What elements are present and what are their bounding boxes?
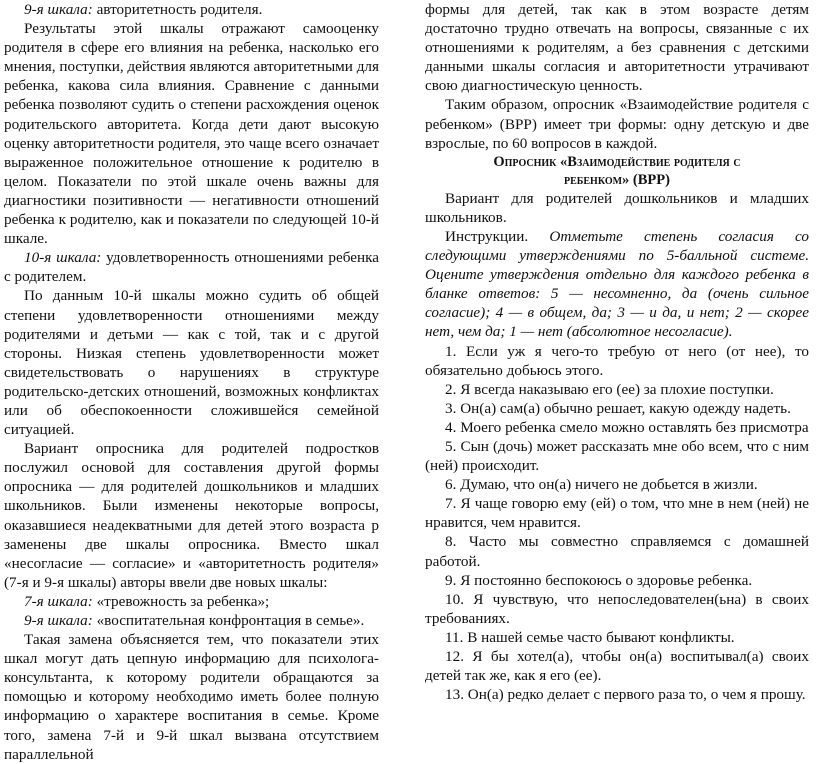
question-text: Часто мы совместно справляемся с домашней работой. xyxy=(425,533,809,570)
scale-10-text: удовлетворенность отношениями ребенка с родителем. xyxy=(4,249,379,286)
question-text: Я всегда наказываю его (ее) за плохие поступки. xyxy=(460,380,774,398)
scale-10-description: По данным 10-й шкалы можно судить об общей степени удовлетворенности отношениями между родителями и детьми — как с той, так и с другой стороны. Низкая степень удовлетворенности может свидетельствовать о нарушениях в структуре родительско-детских отношений, возможных конфликтах или об обеспокоенности сложившейся семейной ситуацией. xyxy=(4,287,379,439)
question-item xyxy=(425,685,809,704)
variant-paragraph: Вариант опросника для родителей подростков послужил основой для составления другой формы опросника — для родителей дошкольников и младших школьников. Были изменены некоторые вопросы, оказавшиеся неадекватными для детей этого возраста p заменены две шкалы опросника. Вместо шкал «несогласие — согласие» и «авторитетность родителя» (7-я и 9-я шкалы) авторы ввели две новых шкалы: xyxy=(4,440,379,591)
question-item xyxy=(425,380,809,399)
question-number: 5. xyxy=(445,437,461,455)
question-number: 13. xyxy=(445,686,468,704)
question-text: Я чаще говорю ему (ей) о том, что мне в нем (ней) не нравится, чем нравится. xyxy=(425,495,809,532)
question-item xyxy=(425,532,809,570)
question-list xyxy=(425,342,809,705)
question-text: Я постоянно беспокоюсь о здоровье ребенка. xyxy=(460,571,753,589)
scale-9-text: авторитетность родителя. xyxy=(92,1,263,18)
section-heading-line2: ребенком» (ВРР) xyxy=(564,171,670,188)
question-text: Он(а) редко делает с первого раза то, о чем я прошу. xyxy=(467,686,806,704)
question-text: Он(а) сам(а) обычно решает, какую одежду надеть. xyxy=(460,399,791,417)
forms-paragraph: Таким образом, опросник «Взаимодействие родителя с ребенком» (ВРР) имеет три формы: одну детскую и две взрослые, по 60 вопросов в каждой. xyxy=(425,96,809,152)
question-item xyxy=(425,628,809,647)
question-text: Сын (дочь) может рассказать мне обо всем, что с ним (ней) происходит. xyxy=(425,437,809,475)
question-item xyxy=(425,437,809,475)
question-number: 3. xyxy=(445,399,461,417)
question-text: Моего ребенка смело можно оставлять без присмотра xyxy=(460,418,809,436)
replacement-paragraph: Такая замена объясняется тем, что показатели этих шкал могут дать цепную информацию для психолога-консультанта, к которому родители обращаются за помощью и которому необходимо иметь более полную информацию о характере воспитания в семье. Кроме того, замена 7-й и 9-й шкал вызвана отсутствием параллельной xyxy=(4,631,379,763)
scale-10-line xyxy=(4,248,379,286)
right-column xyxy=(425,0,809,704)
question-number: 11. xyxy=(445,628,468,646)
variant-line: Вариант для родителей дошкольников и младших школьников. xyxy=(425,189,809,226)
scale-9-new-label: 9-я шкала: xyxy=(24,612,93,629)
question-number: 2. xyxy=(445,380,461,398)
question-number: 1. xyxy=(445,342,466,360)
question-number: 4. xyxy=(445,418,461,436)
question-text: Думаю, что он(а) ничего не добьется в жизли. xyxy=(460,476,758,494)
scale-9-line xyxy=(4,0,379,19)
question-item xyxy=(425,590,809,628)
question-number: 9. xyxy=(445,571,461,589)
instructions-text: Отметьте степень согласия со следующими утверждениями по 5-балльной системе. Оцените утверждения отдельно для каждого ребенка в бланке ответов: 5 — несомненно, да (очень сильное согласие); 4 — в общем, да; 3 — и да, и нет; 2 — скорее нет, чем да; 1 — нет (абсолютное несогласие). xyxy=(425,227,809,341)
left-column xyxy=(4,0,379,764)
question-text: В нашей семье часто бывают конфликты. xyxy=(467,628,735,646)
question-text: Я бы хотел(а), чтобы он(а) воспитывал(а) своих детей так же, как я его (ее). xyxy=(425,648,809,685)
scale-7-new-label: 7-я шкала: xyxy=(24,592,93,610)
question-text: Я чувствую, что непоследователен(ьна) в своих требованиях. xyxy=(425,590,809,627)
scale-9-new-line xyxy=(4,611,379,630)
scale-9-label: 9-я шкала: xyxy=(24,1,93,18)
question-item xyxy=(425,647,809,685)
question-number: 6. xyxy=(445,476,461,494)
continuation-paragraph: формы для детей, так как в этом возрасте детям достаточно трудно отвечать на вопросы, связанные с их отношениями к родителям, а без сравнения с детскими данными шкалы согласия и авторитетности утрачивают свою диагностическую ценность. xyxy=(425,1,809,95)
section-heading xyxy=(425,153,809,189)
instructions-paragraph xyxy=(425,227,809,342)
question-item xyxy=(425,475,809,494)
scale-9-description: Результаты этой шкалы отражают самооценку родителя в сфере его влияния на ребенка, насколько его мнения, поступки, действия являются авторитетными для ребенка, какова сила влияния. Сравнение с данными ребенка позволяют судить о степени расхождения оценок родительского авторитета. Когда дети дают высокую оценку авторитетности родителя, это чаще всего означает выраженное положительное отношение к родителю в целом. Показатели по этой шкале очень важны для диагностики позитивности — негативности отношений ребенка к родителю, как и показатели по следующей 10-й шкале. xyxy=(4,20,379,248)
scale-7-new-line xyxy=(4,592,379,611)
question-item xyxy=(425,418,809,437)
question-text: Если уж я чего-то требую от него (от нее), то обязательно добьюсь этого. xyxy=(425,342,809,379)
question-item xyxy=(425,494,809,532)
scale-9-new-text: «воспитательная конфронтация в семье». xyxy=(92,612,365,629)
question-item xyxy=(425,342,809,380)
question-number: 7. xyxy=(445,495,461,513)
question-number: 12. xyxy=(445,648,473,665)
instructions-label: Инструкции. xyxy=(445,227,529,245)
scale-10-label: 10-я шкала: xyxy=(24,249,102,267)
scale-7-new-text: «тревожность за ребенка»; xyxy=(92,592,270,610)
question-item xyxy=(425,571,809,590)
question-number: 10. xyxy=(445,590,474,608)
question-number: 8. xyxy=(445,533,469,551)
section-heading-line1: Опросник «Взаимодействие родителя с xyxy=(493,153,741,170)
question-item xyxy=(425,399,809,418)
